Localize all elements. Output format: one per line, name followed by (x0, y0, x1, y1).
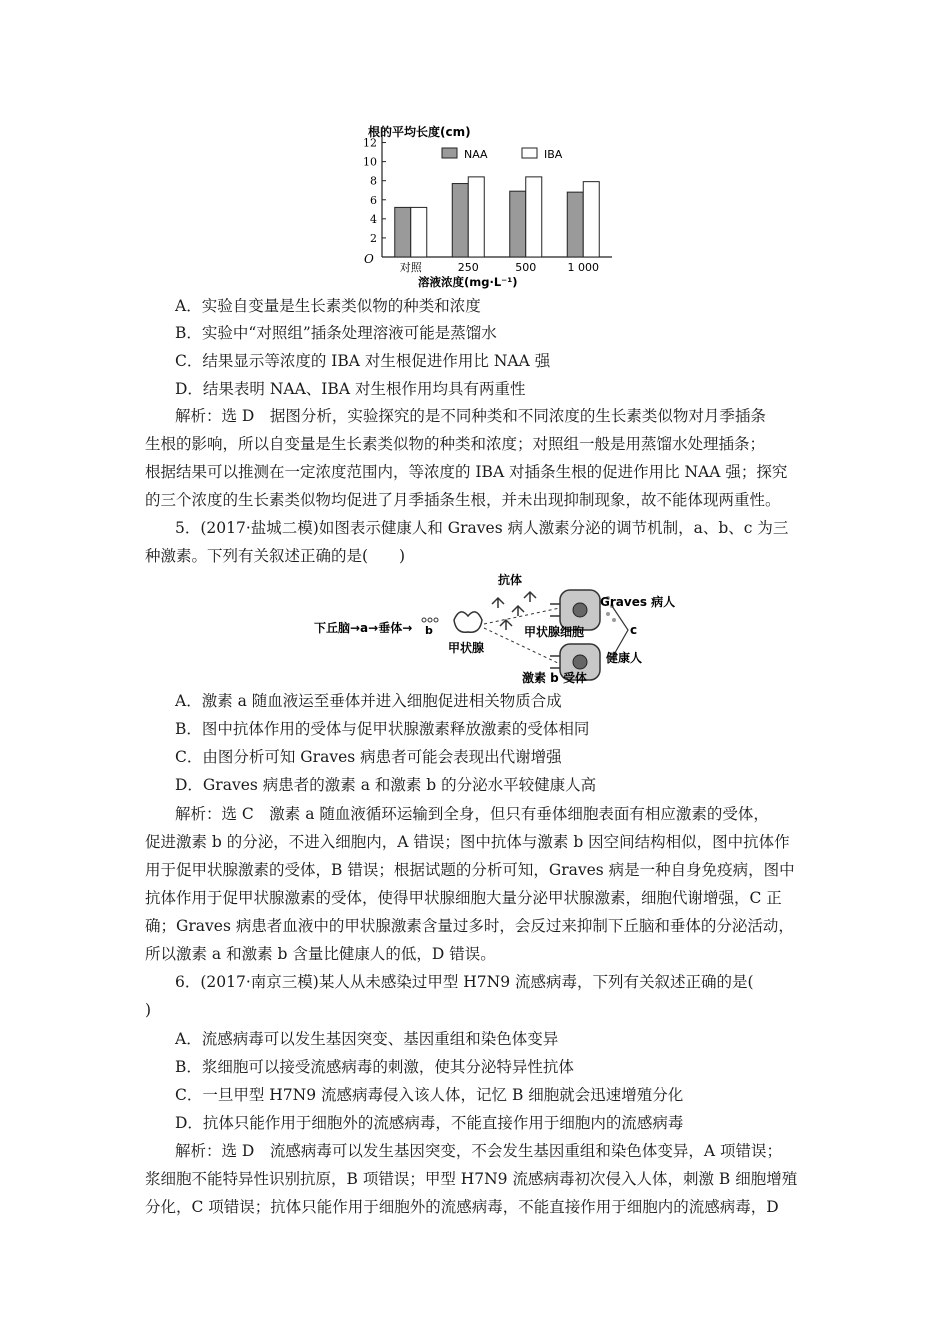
q4-analysis-line: 生根的影响，所以自变量是生长素类似物的种类和浓度；对照组一般是用蒸馏水处理插条； (145, 435, 766, 453)
y-tick-label: 10 (363, 155, 377, 169)
label-healthy: 健康人 (606, 651, 643, 665)
q5-analysis-line: 抗体作用于促甲状腺激素的受体，使得甲状腺细胞大量分泌甲状腺激素，细胞代谢增强，C 正 (145, 889, 782, 907)
label-c: c (630, 623, 638, 637)
label-b: b (425, 624, 433, 637)
q6-option-b: B．浆细胞可以接受流感病毒的刺激，使其分泌特异性抗体 (175, 1058, 574, 1076)
chart-xlabel: 溶液浓度(mg·L⁻¹) (418, 275, 518, 289)
q6-analysis-line: 解析：选 D 流感病毒可以发生基因突变，不会发生基因重组和染色体变异，A 项错误； (175, 1142, 782, 1160)
q5-analysis-line: 所以激素 a 和激素 b 含量比健康人的低，D 错误。 (145, 945, 496, 963)
q5-analysis-line: 用于促甲状腺激素的受体，B 错误；根据试题的分析可知，Graves 病是一种自身免疫病，图中 (145, 861, 795, 879)
label-graves: Graves 病人 (600, 595, 676, 609)
q5-option-c: C．由图分析可知 Graves 病患者可能会表现出代谢增强 (175, 748, 562, 766)
bar-naa (510, 191, 526, 257)
hormone-droplets-icon (422, 618, 438, 622)
q4-analysis-line: 解析：选 D 据图分析，实验探究的是不同种类和不同浓度的生长素类似物对月季插条 (175, 407, 766, 425)
y-tick-label: 8 (370, 174, 377, 188)
q5-stem-line: 种激素。下列有关叙述正确的是( ) (145, 547, 406, 565)
chart-ylabel: 根的平均长度(cm) (368, 125, 471, 139)
bar-naa (452, 184, 468, 257)
label-flow: 下丘脑→a→垂体→ (314, 621, 413, 635)
y-tick-label: 2 (370, 231, 377, 245)
bar-naa (395, 207, 411, 257)
label-thyroid: 甲状腺 (448, 641, 485, 655)
q6-stem-line: ) (145, 1001, 152, 1019)
diagram-svg (312, 568, 682, 688)
q4-option-d: D．结果表明 NAA、IBA 对生根作用均具有两重性 (175, 380, 526, 398)
q5-option-b: B．图中抗体作用的受体与促甲状腺激素释放激素的受体相同 (175, 720, 590, 738)
q5-option-a: A．激素 a 随血液运至垂体并进入细胞促进相关物质合成 (175, 692, 562, 710)
y-tick-label: 12 (363, 136, 377, 150)
y-tick-label: 6 (370, 193, 377, 207)
thyroid-gland-icon (454, 612, 482, 632)
q5-option-d: D．Graves 病患者的激素 a 和激素 b 的分泌水平较健康人高 (175, 776, 597, 794)
bar-chart (360, 120, 650, 295)
q6-analysis-line: 浆细胞不能特异性识别抗原，B 项错误；甲型 H7N9 流感病毒初次侵入人体，刺激 B 细胞增殖 (145, 1170, 798, 1188)
bar-naa (567, 192, 583, 257)
q4-option-a: A．实验自变量是生长素类似物的种类和浓度 (175, 297, 481, 315)
q4-analysis-line: 根据结果可以推测在一定浓度范围内，等浓度的 IBA 对插条生根的促进作用比 NAA 强；探究 (145, 463, 788, 481)
bar-iba (583, 182, 599, 257)
chart-svg (360, 120, 650, 295)
bar-iba (411, 207, 427, 257)
chart-origin: O (364, 252, 374, 266)
legend-label: NAA (464, 148, 488, 161)
label-receptor: 激素 b 受体 (522, 671, 587, 685)
graves-diagram (312, 568, 682, 688)
q4-analysis-line: 的三个浓度的生长素类似物均促进了月季插条生根，并未出现抑制现象，故不能体现两重性。 (145, 491, 781, 509)
q6-stem-line: 6．(2017·南京三模)某人从未感染过甲型 H7N9 流感病毒，下列有关叙述正确的是( (175, 973, 754, 991)
legend-label: IBA (544, 148, 563, 161)
q4-option-b: B．实验中“对照组”插条处理溶液可能是蒸馏水 (175, 324, 497, 342)
legend-swatch (522, 148, 537, 158)
q4-option-c: C．结果显示等浓度的 IBA 对生根促进作用比 NAA 强 (175, 352, 551, 370)
q6-option-c: C．一旦甲型 H7N9 流感病毒侵入该人体，记忆 B 细胞就会迅速增殖分化 (175, 1086, 684, 1104)
x-tick-label: 250 (457, 261, 479, 274)
label-thyroid-cell: 甲状腺细胞 (524, 625, 585, 639)
label-antibody: 抗体 (498, 573, 523, 587)
q5-analysis-line: 确；Graves 病患者血液中的甲状腺激素含量过多时，会反过来抑制下丘脑和垂体的分泌活动， (145, 917, 794, 935)
q5-analysis-line: 解析：选 C 激素 a 随血液循环运输到全身，但只有垂体细胞表面有相应激素的受体， (175, 805, 769, 823)
x-tick-label: 500 (515, 261, 537, 274)
y-tick-label: 4 (370, 212, 377, 226)
q6-option-a: A．流感病毒可以发生基因突变、基因重组和染色体变异 (175, 1030, 559, 1048)
q5-stem-line: 5．(2017·盐城二模)如图表示健康人和 Graves 病人激素分泌的调节机制，a、b、c 为三 (175, 519, 789, 537)
q6-option-d: D．抗体只能作用于细胞外的流感病毒，不能直接作用于细胞内的流感病毒 (175, 1114, 684, 1132)
q5-analysis-line: 促进激素 b 的分泌，不进入细胞内，A 错误；图中抗体与激素 b 因空间结构相似，图中抗体作 (145, 833, 790, 851)
q6-analysis-line: 分化，C 项错误；抗体只能作用于细胞外的流感病毒，不能直接作用于细胞内的流感病毒，D (145, 1198, 779, 1216)
x-tick-label: 对照 (399, 261, 422, 274)
legend-swatch (442, 148, 457, 158)
bar-iba (468, 177, 484, 257)
bar-iba (526, 177, 542, 257)
x-tick-label: 1 000 (567, 261, 599, 274)
